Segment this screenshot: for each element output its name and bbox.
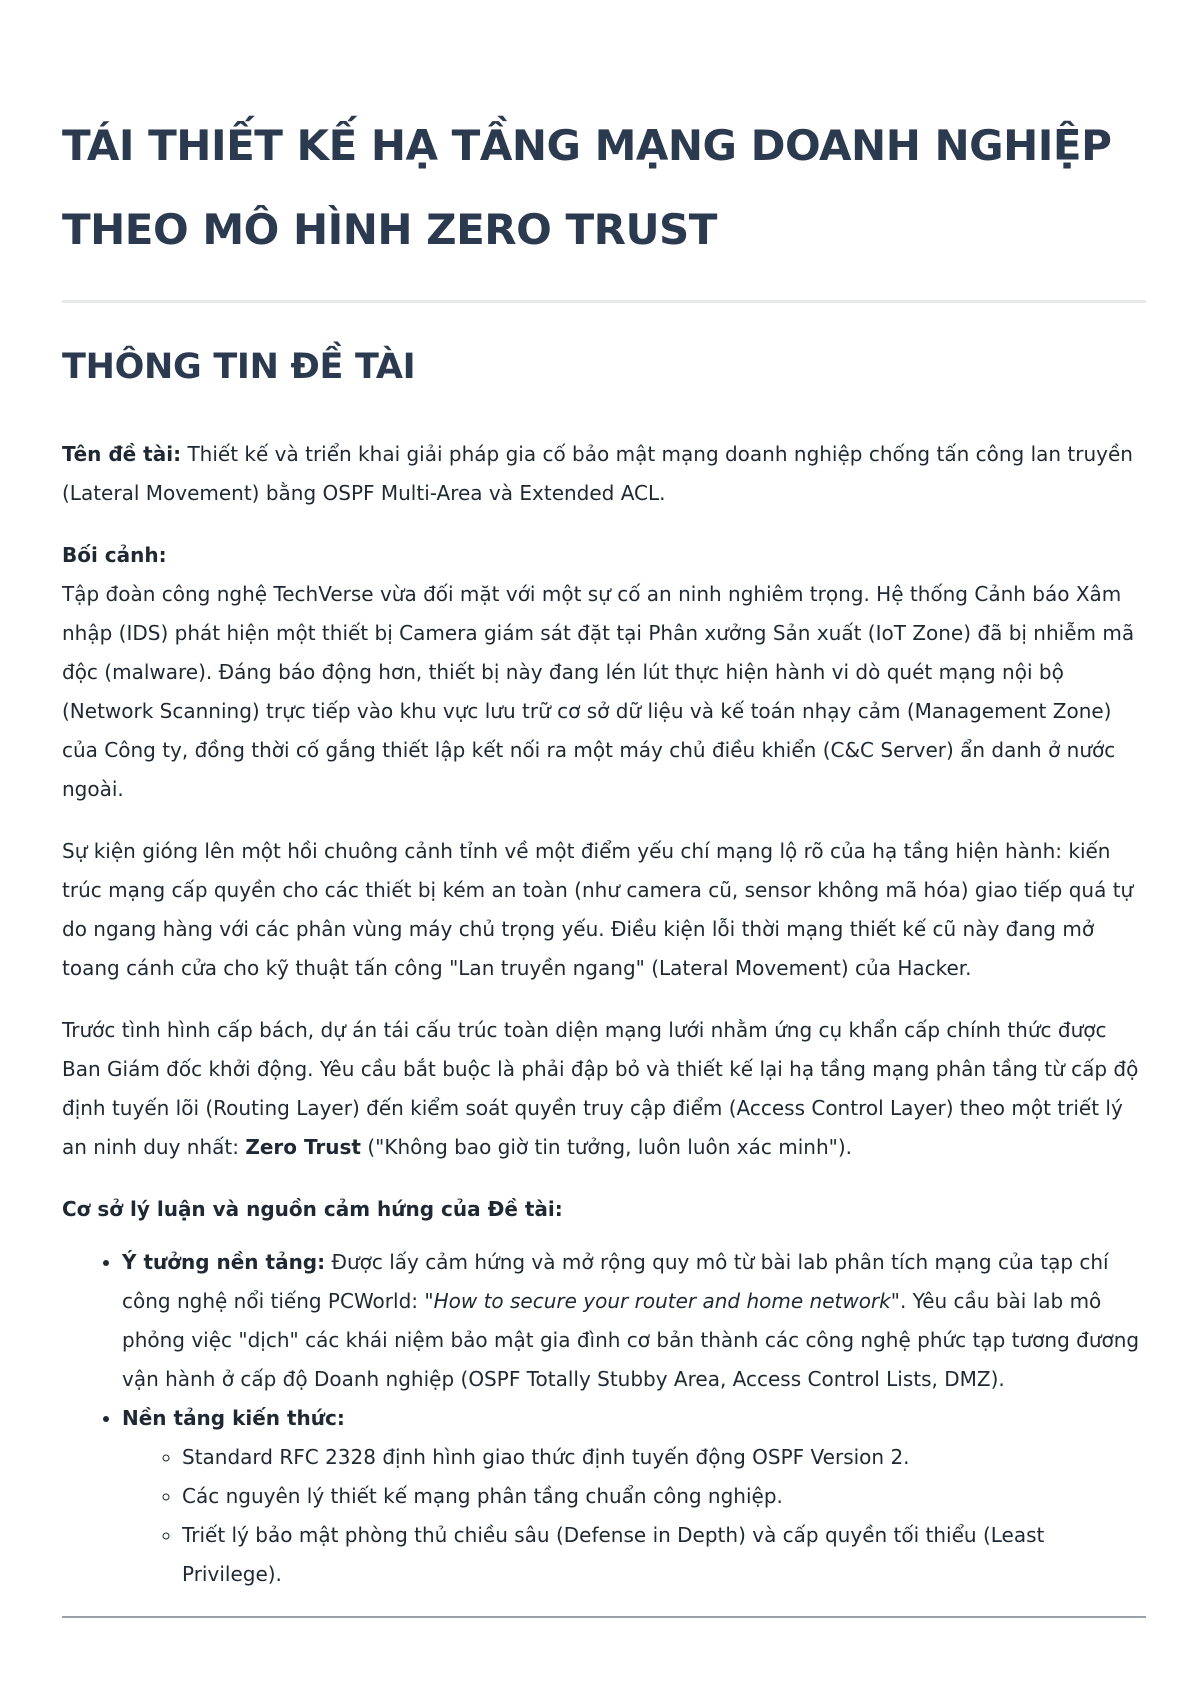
idea-text-1: Được lấy cảm hứng và mở rộng quy mô từ bài lab phân tích mạng của tạp chí công nghệ nổi tiếng PCWorld: — [122, 1250, 1109, 1313]
basis-item-knowledge — [122, 1399, 1146, 1594]
context-paragraph-1: Tập đoàn công nghệ TechVerse vừa đối mặt với một sự cố an ninh nghiêm trọng. Hệ thống Cảnh báo Xâm nhập (IDS) phát hiện một thiết bị Camera giám sát đặt tại Phân xưởng Sản xuất (IoT Zone) đã bị nhiễm mã độc (malware). Đáng báo động hơn, thiết bị này đang lén lút thực hiện hành vi dò quét mạng nội bộ (Network Scanning) trực tiếp vào khu vực lưu trữ cơ sở dữ liệu và kế toán nhạy cảm (Management Zone) của Công ty, đồng thời cố gắng thiết lập kết nối ra một máy chủ điều khiển (C&C Server) ẩn danh ở nước ngoài. — [62, 582, 1135, 801]
knowledge-label: Nền tảng kiến thức: — [122, 1406, 345, 1430]
context-label-text: Bối cảnh: — [62, 543, 167, 567]
basis-list — [62, 1243, 1146, 1594]
zero-trust-term: Zero Trust — [245, 1135, 361, 1159]
idea-text-2: . Yêu cầu bài lab mô phỏng việc "dịch" các khái niệm bảo mật gia đình cơ bản thành các công nghệ phức tạp tương đương vận hành ở cấp độ Doanh nghiệp (OSPF Totally Stubby Area, Access Control Lists, DMZ). — [122, 1289, 1140, 1391]
context-label — [62, 536, 1146, 575]
document-title — [62, 104, 1146, 272]
context-p3-text-before: Trước tình hình cấp bách, dự án tái cấu trúc toàn diện mạng lưới nhằm ứng cụ khẩn cấp chính thức được Ban Giám đốc khởi động. Yêu cầu bắt buộc là phải đập bỏ và thiết kế lại hạ tầng mạng phân tầng từ cấp độ định tuyến lõi (Routing Layer) đến kiểm soát quyền truy cập điểm (Access Control Layer) theo một triết lý an ninh duy nhất: — [62, 1018, 1139, 1159]
section-divider — [62, 1616, 1146, 1618]
topic-paragraph — [62, 435, 1146, 513]
topic-text: Thiết kế và triển khai giải pháp gia cố bảo mật mạng doanh nghiệp chống tấn công lan truyền (Lateral Movement) bằng OSPF Multi-Area và Extended ACL. — [62, 442, 1133, 505]
title-line-2: THEO MÔ HÌNH ZERO TRUST — [62, 205, 717, 254]
knowledge-item: ◦ Standard RFC 2328 định hình giao thức định tuyến động OSPF Version 2. — [182, 1438, 1146, 1477]
basis-label — [62, 1190, 1146, 1229]
idea-article-title: "How to secure your router and home network" — [424, 1289, 900, 1313]
title-line-1: TÁI THIẾT KẾ HẠ TẦNG MẠNG DOANH NGHIỆP — [62, 121, 1112, 170]
section-heading: THÔNG TIN ĐỀ TÀI — [62, 347, 416, 387]
context-paragraph-3 — [62, 1011, 1146, 1167]
context-paragraph-2: Sự kiện gióng lên một hồi chuông cảnh tỉnh về một điểm yếu chí mạng lộ rõ của hạ tầng hiện hành: kiến trúc mạng cấp quyền cho các thiết bị kém an toàn (như camera cũ, sensor không mã hóa) giao tiếp quá tự do ngang hàng với các phân vùng máy chủ trọng yếu. Điều kiện lỗi thời mạng thiết kế cũ này đang mở toang cánh cửa cho kỹ thuật tấn công "Lan truyền ngang" (Lateral Movement) của Hacker. — [62, 839, 1134, 980]
idea-label: Ý tưởng nền tảng: — [122, 1250, 326, 1274]
document-page — [62, 104, 1146, 1618]
topic-label: Tên đề tài: — [62, 442, 182, 466]
knowledge-item: ◦ Triết lý bảo mật phòng thủ chiều sâu (Defense in Depth) và cấp quyền tối thiểu (Least Privilege). — [182, 1516, 1146, 1594]
title-divider — [62, 300, 1146, 303]
basis-label-text: Cơ sở lý luận và nguồn cảm hứng của Đề tài: — [62, 1197, 563, 1221]
knowledge-item: ◦ Các nguyên lý thiết kế mạng phân tầng chuẩn công nghiệp. — [182, 1477, 1146, 1516]
basis-item-idea — [122, 1243, 1146, 1399]
knowledge-sublist — [122, 1438, 1146, 1594]
context-p3-text-after: ("Không bao giờ tin tưởng, luôn luôn xác minh"). — [361, 1135, 852, 1159]
